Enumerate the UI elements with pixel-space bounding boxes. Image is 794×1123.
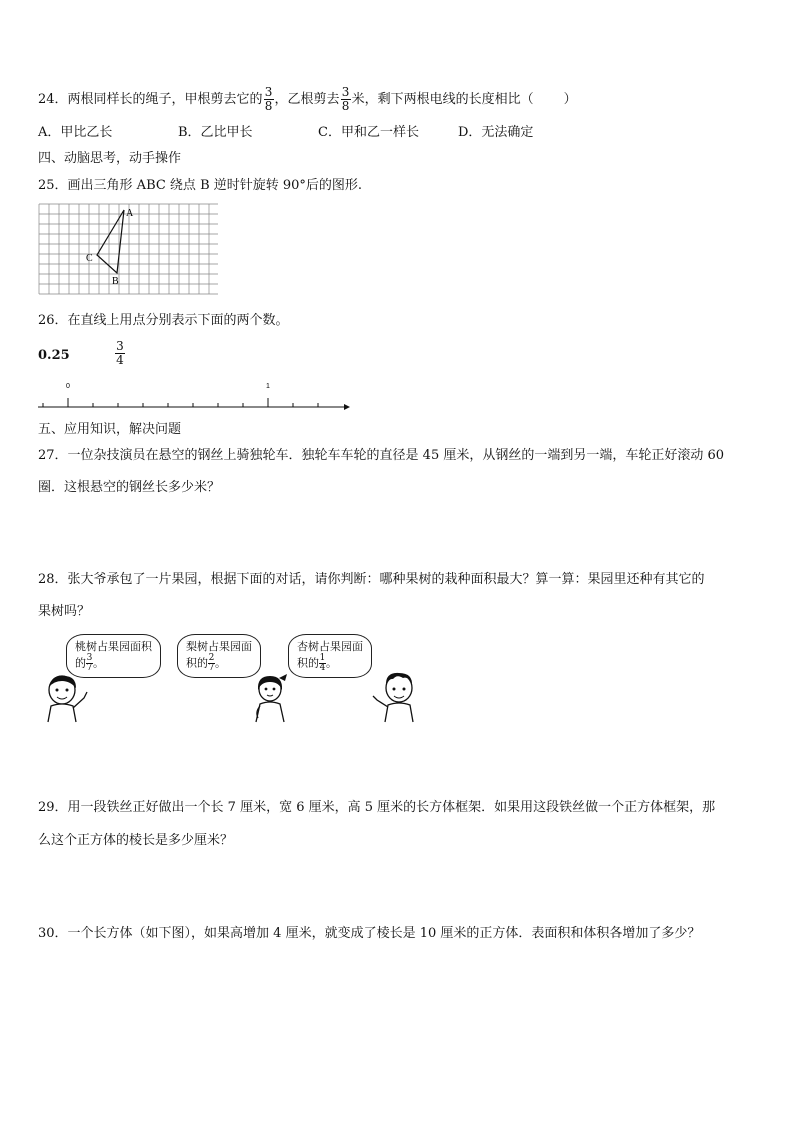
speech-bubble-pear: 梨树占果园面 积的 $\frac{2}{7}$ 。	[177, 634, 261, 678]
label-a: A	[126, 208, 134, 219]
option-d[interactable]: D．无法确定	[458, 125, 534, 140]
question-28-line-2: 果树吗？	[38, 604, 91, 619]
option-b[interactable]: B．乙比甲长	[178, 125, 253, 140]
section-5-heading: 五、应用知识，解决问题	[38, 422, 182, 437]
question-30: 30．一个长方体（如下图），如果高增加 4 厘米，就变成了棱长是 10 厘米的正方体．表面积和体积各增加了多少？	[38, 926, 701, 941]
question-26: 26．在直线上用点分别表示下面的两个数。	[38, 313, 289, 328]
q24-mid: ，乙根剪去	[274, 92, 340, 107]
question-29-line-2: 么这个正方体的棱长是多少厘米？	[38, 833, 234, 848]
q26-number-1: 0.25	[38, 348, 70, 363]
q24-fraction-1: $\frac{3}{8}$	[264, 85, 273, 113]
question-28-line-1: 28．张大爷承包了一片果园，根据下面的对话，请你判断：哪种果树的栽种面积最大？算一算：果园里还种有其它的	[38, 572, 705, 587]
q24-fraction-2: $\frac{3}{8}$	[341, 85, 350, 113]
rotation-grid	[38, 203, 218, 301]
speech-bubble-apricot: 杏树占果园面 积的 $\frac{1}{4}$ 。	[288, 634, 372, 678]
tick-label-0: 0	[66, 383, 70, 390]
question-25: 25．画出三角形 ABC 绕点 B 逆时针旋转 90°后的图形.	[38, 178, 363, 193]
question-27-line-1: 27．一位杂技演员在悬空的钢丝上骑独轮车．独轮车车轮的直径是 45 厘米，从钢丝的一端到另一端，车轮正好滚动 60	[38, 448, 725, 463]
girl-illustration	[249, 672, 293, 724]
q24-options	[38, 124, 533, 142]
arrow-head	[344, 404, 350, 410]
question-29-line-1: 29．用一段铁丝正好做出一个长 7 厘米，宽 6 厘米，高 5 厘米的长方体框架．如果用这段铁丝做一个正方体框架，那	[38, 800, 716, 815]
question-24: 24．两根同样长的绳子，甲根剪去它的 $\frac{3}{8}$ ，乙根剪去 $\frac{3}{8}$ 米，剩下两根电线的长度相比（ ）	[38, 85, 577, 113]
tick-label-1: 1	[266, 383, 270, 390]
question-27-line-2: 圈．这根悬空的钢丝长多少米？	[38, 480, 221, 495]
option-c[interactable]: C．甲和乙一样长	[318, 125, 419, 140]
section-4-heading: 四、动脑思考，动手操作	[38, 151, 182, 166]
option-a[interactable]: A．甲比乙长	[38, 125, 113, 140]
triangle-abc	[97, 210, 124, 273]
q24-prefix: 24．两根同样长的绳子，甲根剪去它的	[38, 92, 263, 107]
label-c: C	[86, 253, 93, 264]
q26-fraction: 3 4	[116, 339, 124, 367]
number-line[interactable]	[36, 380, 354, 414]
speech-bubble-peach: 桃树占果园面积 的 $\frac{3}{7}$ 。	[66, 634, 161, 678]
boy-2-illustration	[367, 670, 423, 724]
q24-suffix: 米，剩下两根电线的长度相比（	[351, 92, 534, 107]
label-b: B	[112, 276, 119, 287]
boy-1-illustration	[38, 672, 94, 724]
